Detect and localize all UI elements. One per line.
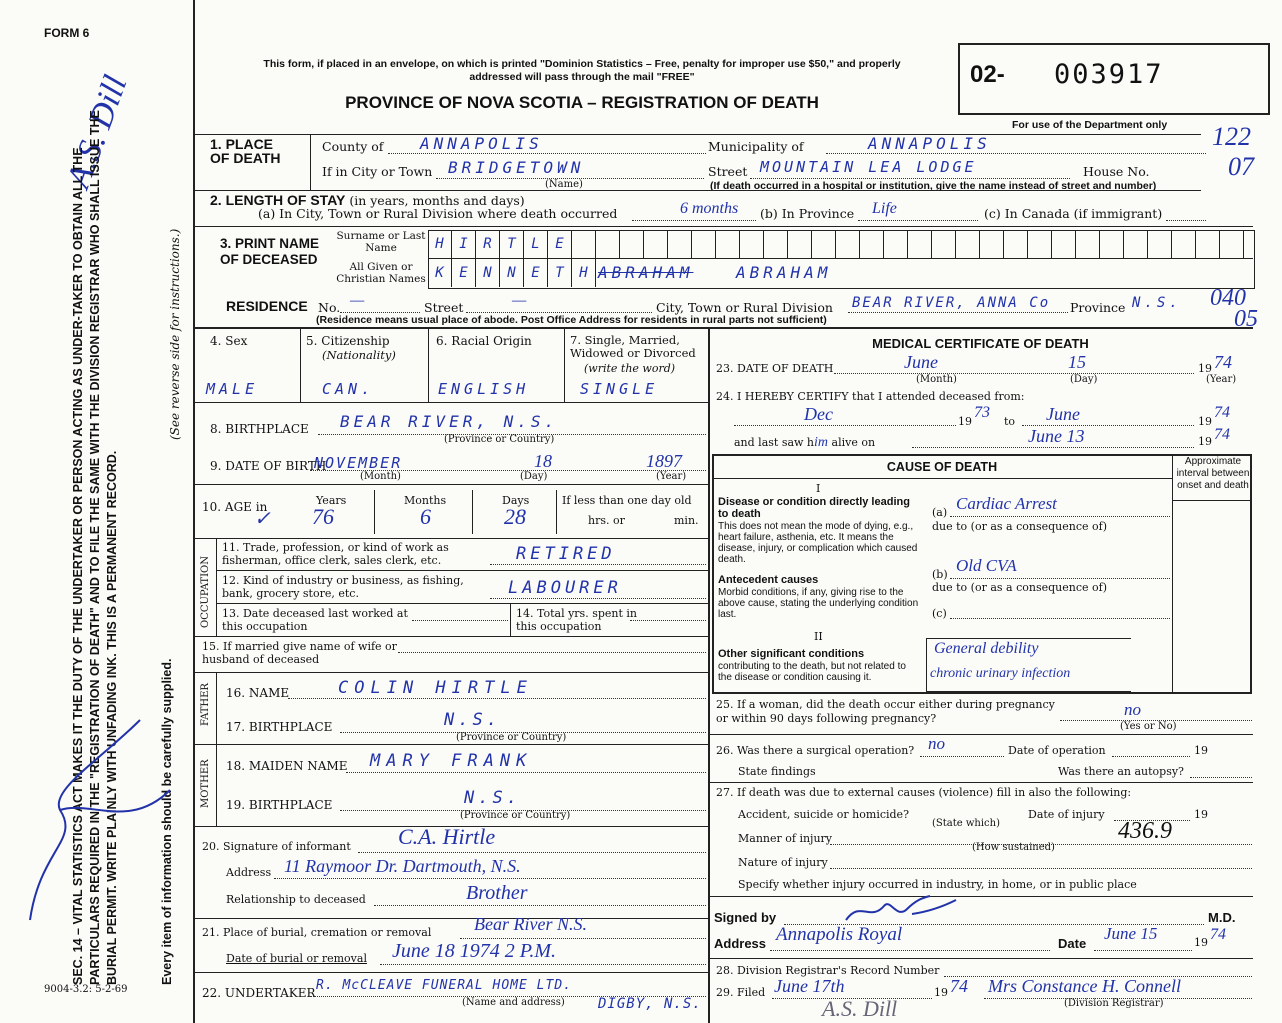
residence-street-label: Street	[424, 300, 464, 315]
hrs-label: hrs. or	[588, 514, 625, 527]
undertaker-label: 22. UNDERTAKER	[202, 986, 316, 1000]
name-letter-box: T	[548, 259, 572, 287]
undertaker-name: R. McCLEAVE FUNERAL HOME LTD.	[316, 978, 572, 993]
burial-date: June 18 1974 2 P.M.	[392, 940, 557, 962]
father-birthplace: N.S.	[444, 710, 501, 730]
dob-month: NOVEMBER	[314, 454, 403, 472]
birthplace-label: 8. BIRTHPLACE	[210, 422, 309, 436]
operation-date-label: Date of operation	[1008, 744, 1106, 757]
q25-label: 25. If a woman, did the death occur either during pregnancy or within 90 days following pregnancy?	[716, 698, 1055, 725]
dob-day-caption: (Day)	[520, 471, 548, 482]
mother-name: MARY FRANK	[370, 751, 533, 771]
middle-name-struck: ABRAHAM	[598, 263, 694, 282]
name-letter-box	[1148, 230, 1172, 258]
death-year-prefix: 19	[1198, 362, 1212, 375]
occupation-side-label: OCCUPATION	[200, 556, 211, 628]
injury-year-prefix: 19	[1194, 808, 1208, 821]
direct-cause-note: This does not mean the mode of dying, e.g., heart failure, asthenia, etc. It means the disease, injury, or complication which caused death.	[718, 521, 918, 565]
name-letter-box	[932, 230, 956, 258]
mother-birthplace-caption: (Province or Country)	[460, 810, 571, 821]
residence-street: —	[512, 292, 527, 309]
last-saw-year: 74	[1214, 426, 1230, 443]
operation-year-prefix: 19	[1194, 744, 1208, 757]
dept-code-4: 05	[1234, 306, 1258, 332]
burial-place-label: 21. Place of burial, cremation or removal	[202, 926, 432, 939]
name-letter-box	[1076, 230, 1100, 258]
name-letter-box	[884, 230, 908, 258]
marital-value: SINGLE	[580, 380, 659, 398]
informant-sig-label: 20. Signature of informant	[202, 840, 351, 853]
age-months-label: Months	[404, 494, 447, 507]
residence-city: BEAR RIVER, ANNA Co	[852, 295, 1051, 311]
signed-year: 74	[1210, 926, 1226, 943]
attended-to-year-prefix: 19	[1198, 415, 1212, 428]
name-letter-box	[908, 230, 932, 258]
surname-label: Surname or Last Name	[336, 230, 426, 254]
father-birthplace-caption: (Province or Country)	[456, 732, 567, 743]
signed-date: June 15	[1104, 924, 1158, 943]
left-border	[193, 0, 195, 1023]
father-name: COLIN HIRTLE	[338, 678, 533, 698]
middle-name: ABRAHAM	[736, 263, 832, 282]
name-letter-box	[668, 230, 692, 258]
death-month-caption: (Month)	[916, 374, 957, 385]
name-letter-box	[572, 230, 596, 258]
marital-sub: (write the word)	[584, 362, 676, 375]
part-i-label: I	[816, 482, 821, 495]
physician-signature	[840, 892, 960, 928]
dept-code-1: 122	[1212, 122, 1251, 151]
given-names-row	[428, 259, 596, 287]
mother-birthplace: N.S.	[464, 788, 521, 808]
residence-province: N.S.	[1132, 295, 1182, 311]
how-sustained-caption: (How sustained)	[972, 842, 1055, 853]
name-letter-box	[956, 230, 980, 258]
nature-label: Nature of injury	[738, 856, 828, 869]
name-letter-box: I	[452, 230, 476, 258]
surname-row	[428, 230, 1244, 258]
industry-value: LABOURER	[508, 578, 622, 598]
citizenship-sub: (Nationality)	[322, 348, 396, 362]
other-condition-1: General debility	[934, 640, 1039, 657]
accident-label: Accident, suicide or homicide?	[738, 808, 909, 821]
place-of-death-label: 1. PLACE OF DEATH	[210, 136, 281, 166]
residence-note: (Residence means usual place of abode. Post Office Address for residents in rural parts not sufficient)	[316, 314, 827, 326]
signed-year-prefix: 19	[1194, 936, 1208, 949]
q29-label: 29. Filed	[716, 986, 766, 999]
name-letter-box	[1028, 230, 1052, 258]
death-day-caption: (Day)	[1070, 374, 1098, 385]
attended-from-year: 73	[974, 404, 990, 421]
name-letter-box: N	[476, 259, 500, 287]
street-label: Street	[708, 164, 748, 179]
death-year-caption: (Year)	[1206, 374, 1237, 385]
burial-date-label: Date of burial or removal	[226, 952, 367, 965]
name-letter-box: E	[524, 259, 548, 287]
name-letter-box	[860, 230, 884, 258]
mother-side-label: MOTHER	[200, 759, 211, 808]
registration-number-box	[958, 43, 1270, 115]
classification-code: 436.9	[1118, 818, 1172, 844]
q25-caption: (Yes or No)	[1120, 721, 1177, 732]
informant-address-label: Address	[226, 866, 272, 879]
q11-label: 11. Trade, profession, or kind of work as fisherman, office clerk, sales clerk, etc.	[222, 541, 449, 567]
length-of-stay: 2. LENGTH OF STAY (in years, months and days)	[210, 192, 525, 208]
sex-value: MALE	[206, 380, 259, 398]
name-letter-box	[1172, 230, 1196, 258]
name-letter-box: R	[476, 230, 500, 258]
name-letter-box	[1196, 230, 1220, 258]
dob-year: 1897	[646, 451, 682, 471]
every-item-note: Every item of information should be carefully supplied.	[160, 658, 174, 985]
county-value: ANNAPOLIS	[420, 134, 543, 153]
dept-code-3: 040	[1210, 285, 1246, 311]
age-days: 28	[504, 504, 526, 529]
due-to-2: due to (or as a consequence of)	[932, 581, 1107, 594]
filed-date: June 17th	[774, 976, 845, 996]
racial-origin-value: ENGLISH	[438, 380, 530, 398]
signed-date-label: Date	[1058, 936, 1087, 951]
street-value: MOUNTAIN LEA LODGE	[760, 158, 977, 176]
last-saw-year-prefix: 19	[1198, 435, 1212, 448]
signed-address-label: Address	[714, 936, 767, 951]
city-label: If in City or Town	[322, 164, 433, 179]
signed-address: Annapolis Royal	[776, 924, 903, 945]
due-to-1: due to (or as a consequence of)	[932, 520, 1107, 533]
name-letter-box: H	[428, 230, 452, 258]
manner-label: Manner of injury	[738, 832, 833, 845]
injury-date-label: Date of injury	[1028, 808, 1105, 821]
relationship-value: Brother	[466, 882, 528, 904]
q12-label: 12. Kind of industry or business, as fishing, bank, grocery store, etc.	[222, 574, 464, 600]
name-letter-box	[836, 230, 860, 258]
dob-label: 9. DATE OF BIRTH	[210, 459, 327, 473]
age-years-label: Years	[316, 494, 347, 507]
q27-label: 27. If death was due to external causes (violence) fill in also the following:	[716, 786, 1132, 799]
death-day: 15	[1068, 352, 1086, 372]
state-which-caption: (State which)	[932, 818, 1000, 829]
citizenship-label: 5. Citizenship	[306, 334, 390, 348]
name-letter-box	[1052, 230, 1076, 258]
medical-title: MEDICAL CERTIFICATE OF DEATH	[872, 336, 1089, 351]
side-signature: A.S. Dill	[60, 70, 135, 193]
registration-prefix: 02-	[970, 61, 1005, 88]
racial-origin-label: 6. Racial Origin	[436, 334, 532, 348]
q25-answer: no	[1124, 700, 1141, 719]
mother-name-label: 18. MAIDEN NAME	[226, 759, 348, 773]
name-letter-box	[1220, 230, 1244, 258]
autopsy-label: Was there an autopsy?	[1058, 765, 1184, 778]
bottom-signature: A.S. Dill	[822, 996, 898, 1021]
cause-c-label: (c)	[932, 607, 947, 620]
registration-number: 003917	[1054, 59, 1164, 90]
attended-to: June	[1046, 404, 1080, 424]
other-conditions-note: contributing to the death, but not related to the disease or condition causing it.	[718, 661, 906, 683]
md-label: M.D.	[1208, 910, 1236, 925]
q26-label: 26. Was there a surgical operation?	[716, 744, 915, 757]
vital-statistics-notice: SEC. 14 – VITAL STATISTICS ACT MAKES IT THE DUTY OF THE UNDERTAKER OR PERSON ACTING AS UNDER-TAKER TO OBTAIN ALL THE PARTICULARS REQUIRED IN THE "REGISTRATION OF DEATH" AND TO FILE THE SAME WITH THE DIVISION REGISTRAR WHO SHALL ISSUE THE BURIAL PERMIT. WRITE PLAINLY WITH UNFADING INK. THIS IS A PERMANENT RECORD.	[71, 110, 119, 985]
q28-label: 28. Division Registrar's Record Number	[716, 964, 940, 977]
filed-year: 74	[950, 976, 968, 996]
name-letter-box: N	[500, 259, 524, 287]
antecedent-note: Morbid conditions, if any, giving rise to the above cause, stating the underlying condition last.	[718, 587, 919, 620]
county-label: County of	[322, 139, 384, 154]
name-letter-box	[812, 230, 836, 258]
name-letter-box	[644, 230, 668, 258]
burial-place: Bear River N.S.	[474, 914, 587, 934]
q26-answer: no	[928, 734, 945, 753]
print-code: 9004-3.2: 5-2-69	[44, 984, 128, 995]
other-conditions-label: Other significant conditions	[718, 648, 865, 660]
see-reverse-note: (See reverse side for instructions.)	[168, 228, 182, 440]
specify-label: Specify whether injury occurred in industry, in home, or in public place	[738, 878, 1137, 891]
mail-notice: This form, if placed in an envelope, on which is printed "Dominion Statistics – Free, penalty for improper use $50," and properly addressed will pass through the mail "FREE"	[263, 58, 901, 83]
city-value: BRIDGETOWN	[448, 158, 585, 177]
state-findings-label: State findings	[738, 765, 816, 778]
name-letter-box: K	[428, 259, 452, 287]
stay-province-label: (b) In Province	[760, 206, 855, 221]
part-ii-label: II	[814, 630, 823, 643]
interval-header: Approximate interval between onset and death	[1176, 456, 1250, 491]
cause-a-label: (a)	[932, 506, 948, 519]
attended-from: Dec	[804, 404, 833, 424]
house-label: House No.	[1083, 164, 1150, 179]
other-condition-2: chronic urinary infection	[930, 666, 1071, 681]
min-label: min.	[674, 514, 699, 527]
marital-label: 7. Single, Married, Widowed or Divorced	[570, 333, 696, 360]
name-caption: (Name)	[545, 179, 583, 190]
name-letter-box	[740, 230, 764, 258]
municipality-label: Municipality of	[708, 139, 804, 154]
informant-address: 11 Raymoor Dr. Dartmouth, N.S.	[284, 856, 521, 876]
cause-b-value: Old CVA	[956, 556, 1017, 575]
name-letter-box	[788, 230, 812, 258]
residence-no-label: No.	[318, 300, 341, 315]
father-name-label: 16. NAME	[226, 686, 290, 700]
birthplace-caption: (Province or Country)	[444, 434, 555, 445]
direct-cause-label: Disease or condition directly leading to death	[718, 496, 910, 520]
sex-label: 4. Sex	[210, 334, 248, 348]
filed-year-prefix: 19	[934, 986, 948, 999]
hospital-note: (If death occurred in a hospital or institution, give the name instead of street and number)	[710, 180, 1157, 192]
q14-label: 14. Total yrs. spent in this occupation	[516, 607, 637, 633]
cause-a-value: Cardiac Arrest	[956, 494, 1057, 513]
name-letter-box	[692, 230, 716, 258]
last-saw-label: and last saw him alive on	[734, 435, 876, 450]
name-letter-box	[1004, 230, 1028, 258]
name-letter-box: L	[524, 230, 548, 258]
citizenship-value: CAN.	[322, 380, 375, 398]
stay-city-label: (a) In City, Town or Rural Division where death occurred	[258, 206, 618, 221]
name-letter-box: H	[572, 259, 596, 287]
age-label: 10. AGE in	[202, 500, 268, 514]
occupation-value: RETIRED	[516, 544, 616, 564]
attended-from-year-prefix: 19	[958, 415, 972, 428]
informant-signature: C.A. Hirtle	[398, 824, 496, 849]
undertaker-caption: (Name and address)	[462, 997, 565, 1008]
print-name-label: 3. PRINT NAME OF DECEASED	[220, 236, 320, 267]
undertaker-address: DIGBY, N.S.	[598, 996, 702, 1012]
relationship-label: Relationship to deceased	[226, 893, 366, 906]
form-title: PROVINCE OF NOVA SCOTIA – REGISTRATION OF DEATH	[345, 93, 819, 112]
stay-province-value: Life	[872, 200, 897, 217]
date-of-death-label: 23. DATE OF DEATH	[716, 362, 834, 375]
cause-b-label: (b)	[932, 568, 948, 581]
residence-province-label: Province	[1070, 300, 1126, 315]
age-check-mark: ✓	[254, 508, 271, 530]
father-birthplace-label: 17. BIRTHPLACE	[226, 720, 333, 734]
residence-label: RESIDENCE	[226, 298, 308, 314]
antecedent-label: Antecedent causes	[718, 574, 819, 586]
stay-city-value: 6 months	[680, 200, 739, 217]
municipality-value: ANNAPOLIS	[868, 134, 991, 153]
name-letter-box	[980, 230, 1004, 258]
q15-label: 15. If married give name of wife or husband of deceased	[202, 640, 397, 666]
signed-by-label: Signed by	[714, 910, 777, 925]
name-letter-box	[1100, 230, 1124, 258]
age-days-label: Days	[502, 494, 530, 507]
age-years: 76	[312, 504, 334, 529]
death-month: June	[904, 352, 938, 372]
father-side-label: FATHER	[200, 683, 211, 726]
name-letter-box	[620, 230, 644, 258]
name-letter-box: E	[452, 259, 476, 287]
form-number: FORM 6	[44, 26, 90, 40]
division-registrar-signature: Mrs Constance H. Connell	[988, 976, 1181, 996]
dob-month-caption: (Month)	[360, 471, 401, 482]
last-saw-date: June 13	[1028, 426, 1085, 446]
residence-city-label: City, Town or Rural Division	[656, 300, 833, 315]
certify-label: 24. I HEREBY CERTIFY that I attended deceased from:	[716, 390, 1025, 403]
dob-day: 18	[534, 451, 552, 471]
name-letter-box	[596, 230, 620, 258]
dept-code-2: 07	[1228, 152, 1254, 181]
age-months: 6	[420, 504, 431, 529]
attended-to-year: 74	[1214, 404, 1230, 421]
given-names-label: All Given or Christian Names	[336, 261, 426, 285]
q13-label: 13. Date deceased last worked at this occupation	[222, 607, 408, 633]
name-letter-box	[764, 230, 788, 258]
name-letter-box	[716, 230, 740, 258]
dob-year-caption: (Year)	[656, 471, 687, 482]
department-note: For use of the Department only	[1012, 119, 1168, 131]
death-year: 74	[1214, 352, 1232, 372]
name-letter-box: T	[500, 230, 524, 258]
stay-canada-label: (c) In Canada (if immigrant)	[984, 206, 1163, 221]
to-label: to	[1004, 415, 1016, 428]
name-letter-box: E	[548, 230, 572, 258]
name-letter-box	[1124, 230, 1148, 258]
mother-birthplace-label: 19. BIRTHPLACE	[226, 798, 333, 812]
residence-no: —	[350, 292, 365, 309]
cause-title: CAUSE OF DEATH	[886, 460, 998, 474]
birthplace-value: BEAR RIVER, N.S.	[340, 412, 559, 431]
less-than-day-label: If less than one day old	[562, 494, 692, 507]
margin-scribble	[20, 700, 180, 930]
registrar-caption: (Division Registrar)	[1064, 998, 1164, 1009]
